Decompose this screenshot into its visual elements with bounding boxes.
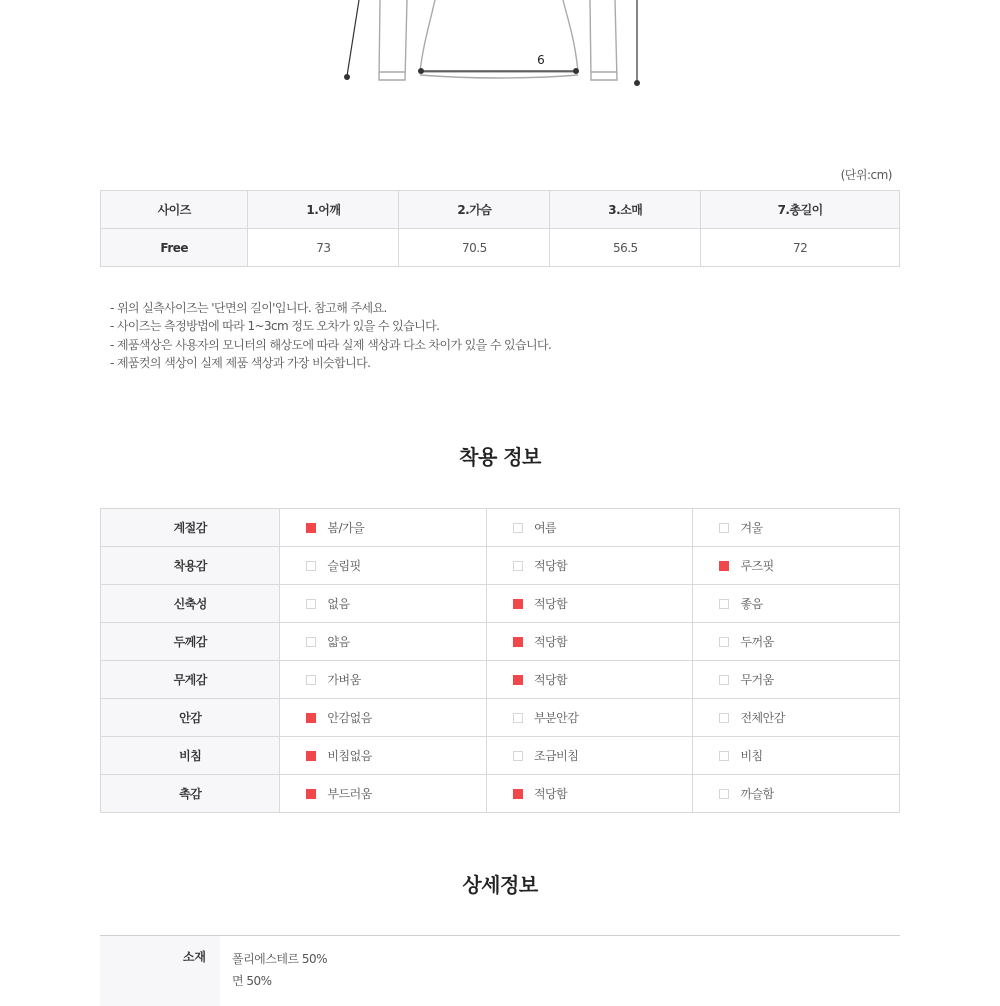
wear-option <box>486 509 693 547</box>
size-table-header: 7.총길이 <box>701 191 900 229</box>
wear-option-label: 적당함 <box>533 673 568 687</box>
wear-info-row <box>101 737 900 775</box>
wear-option-label: 없음 <box>327 597 350 611</box>
unchecked-box-icon <box>306 675 316 685</box>
detail-info-table <box>100 935 900 988</box>
wear-option-label: 적당함 <box>533 559 568 573</box>
wear-info-row <box>101 509 900 547</box>
wear-option <box>693 547 900 585</box>
checked-box-icon <box>306 523 316 533</box>
material-line: 면 50% <box>232 974 272 988</box>
size-value-cell: 72 <box>701 229 900 267</box>
unchecked-box-icon <box>719 637 729 647</box>
wear-option <box>280 547 487 585</box>
wear-option-label: 얇음 <box>327 635 350 649</box>
wear-category-label: 촉감 <box>101 775 280 813</box>
unchecked-box-icon <box>719 751 729 761</box>
checked-box-icon <box>513 675 523 685</box>
note-line: - 위의 실측사이즈는 '단면의 길이'입니다. 참고해 주세요. <box>110 301 387 315</box>
wear-option-label: 비침 <box>740 749 763 763</box>
wear-option <box>280 623 487 661</box>
wear-category-label: 두께감 <box>101 623 280 661</box>
size-table-header: 2.가슴 <box>399 191 550 229</box>
wear-option <box>693 661 900 699</box>
unchecked-box-icon <box>719 599 729 609</box>
wear-category-label: 계절감 <box>101 509 280 547</box>
size-table-header: 사이즈 <box>101 191 248 229</box>
unchecked-box-icon <box>306 599 316 609</box>
wear-option <box>280 699 487 737</box>
note-line: - 제품색상은 사용자의 모니터의 해상도에 따라 실제 색상과 다소 차이가 있을 수 있습니다. <box>110 337 552 352</box>
wear-option-label: 비침없음 <box>327 749 372 763</box>
unchecked-box-icon <box>513 751 523 761</box>
wear-info-title: 착용 정보 <box>459 445 541 469</box>
wear-category-label: 신축성 <box>101 585 280 623</box>
wear-option <box>693 775 900 813</box>
wear-option-label: 부분안감 <box>533 711 579 725</box>
checked-box-icon <box>306 713 316 723</box>
size-table-header: 1.어깨 <box>248 191 399 229</box>
detail-info-title: 상세정보 <box>462 873 538 897</box>
wear-option <box>693 699 900 737</box>
wear-option <box>486 775 693 813</box>
wear-info-row <box>101 585 900 623</box>
wear-option-label: 봄/가을 <box>327 521 365 535</box>
material-values <box>232 948 327 992</box>
wear-option <box>280 737 487 775</box>
unit-note: (단위:cm) <box>840 168 892 182</box>
unchecked-box-icon <box>513 561 523 571</box>
size-table-header: 3.소매 <box>550 191 701 229</box>
wear-option <box>486 547 693 585</box>
wear-option-label: 적당함 <box>533 787 568 801</box>
wear-option-label: 겨울 <box>740 521 763 535</box>
wear-option <box>280 661 487 699</box>
wear-option <box>280 775 487 813</box>
wear-category-label: 안감 <box>101 699 280 737</box>
wear-info-row <box>101 699 900 737</box>
material-label-cell <box>100 936 220 1006</box>
checked-box-icon <box>513 637 523 647</box>
wear-option <box>280 509 487 547</box>
wear-option-label: 적당함 <box>533 597 568 611</box>
wear-option-label: 슬림핏 <box>327 559 361 573</box>
wear-category-label: 무게감 <box>101 661 280 699</box>
wear-option <box>693 585 900 623</box>
unchecked-box-icon <box>719 789 729 799</box>
wear-option-label: 조금비침 <box>533 749 579 763</box>
unchecked-box-icon <box>306 637 316 647</box>
wear-category-label: 착용감 <box>101 547 280 585</box>
wear-category-label: 비침 <box>101 737 280 775</box>
unchecked-box-icon <box>719 713 729 723</box>
wear-option-label: 무거움 <box>740 673 774 687</box>
wear-info-row <box>101 661 900 699</box>
checked-box-icon <box>719 561 729 571</box>
wear-option-label: 까슬함 <box>740 787 774 801</box>
wear-option-label: 안감없음 <box>327 711 372 725</box>
size-measurement-diagram <box>0 0 1000 100</box>
wear-option <box>486 661 693 699</box>
wear-info-row <box>101 547 900 585</box>
unchecked-box-icon <box>719 675 729 685</box>
wear-option <box>693 737 900 775</box>
wear-option-label: 좋음 <box>740 597 763 611</box>
checked-box-icon <box>513 599 523 609</box>
size-table-row <box>101 229 900 267</box>
material-line: 폴리에스테르 50% <box>232 952 328 966</box>
wear-info-row <box>101 623 900 661</box>
wear-option <box>486 699 693 737</box>
wear-option <box>693 509 900 547</box>
wear-option <box>693 623 900 661</box>
size-table <box>100 190 900 267</box>
checked-box-icon <box>306 789 316 799</box>
unchecked-box-icon <box>513 523 523 533</box>
wear-option-label: 부드러움 <box>327 787 372 801</box>
wear-option <box>486 737 693 775</box>
note-line: - 사이즈는 측정방법에 따라 1~3cm 정도 오차가 있을 수 있습니다. <box>110 319 440 334</box>
wear-option <box>280 585 487 623</box>
checked-box-icon <box>513 789 523 799</box>
note-line: - 제품컷의 색상이 실제 제품 색상과 가장 비슷합니다. <box>110 355 371 370</box>
wear-option-label: 가벼움 <box>327 673 361 687</box>
checked-box-icon <box>306 751 316 761</box>
wear-info-row <box>101 775 900 813</box>
size-value-cell: 70.5 <box>399 229 550 267</box>
wear-option-label: 여름 <box>533 521 557 535</box>
unchecked-box-icon <box>306 561 316 571</box>
wear-option-label: 적당함 <box>533 635 568 649</box>
size-value-cell: 73 <box>248 229 399 267</box>
unchecked-box-icon <box>719 523 729 533</box>
wear-info-table <box>100 508 900 813</box>
wear-option <box>486 623 693 661</box>
size-notes <box>110 299 551 372</box>
unchecked-box-icon <box>513 713 523 723</box>
wear-option-label: 두꺼움 <box>740 635 774 649</box>
wear-option-label: 전체안감 <box>740 711 785 725</box>
size-name-cell: Free <box>101 229 248 267</box>
wear-option <box>486 585 693 623</box>
size-table-header-row <box>101 191 900 229</box>
material-label: 소재 <box>182 950 206 964</box>
measure-label: 6 <box>537 53 545 67</box>
size-value-cell: 56.5 <box>550 229 701 267</box>
wear-option-label: 루즈핏 <box>740 559 774 573</box>
